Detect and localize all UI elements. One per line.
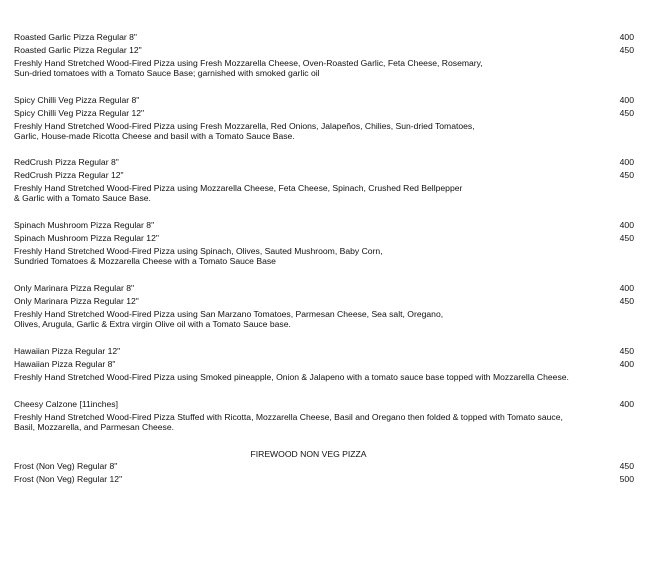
size-row [14,283,634,296]
size-row [14,359,634,372]
item-name: Spicy Chilli Veg Pizza Regular 12" [14,108,145,118]
item-price: 450 [619,108,634,118]
item-name: Spinach Mushroom Pizza Regular 8" [14,220,155,230]
size-row [14,220,634,233]
item-description: Freshly Hand Stretched Wood-Fired Pizza using San Marzano Tomatoes, Parmesan Cheese, Sea salt, Oregano, Olives, Arugula, Garlic & Extra virgin Olive oil with a Tomato Sauce base. [14,309,444,330]
size-row [14,233,634,246]
menu-item-spinach-mushroom [14,220,634,267]
item-name: Spinach Mushroom Pizza Regular 12" [14,233,159,243]
size-row [14,95,634,108]
item-name: Frost (Non Veg) Regular 8" [14,461,118,471]
menu-item-cheesy-calzone [14,399,634,433]
item-name: Roasted Garlic Pizza Regular 12" [14,45,142,55]
item-price: 400 [619,95,634,105]
size-row [14,346,634,359]
size-row [14,32,634,45]
item-price: 450 [619,45,634,55]
item-name: Cheesy Calzone [11inches] [14,399,118,409]
item-name: Hawaiian Pizza Regular 12" [14,346,121,356]
menu-item-frost-non-veg [14,461,634,487]
item-name: Only Marinara Pizza Regular 12" [14,296,139,306]
size-row [14,108,634,121]
item-price: 500 [619,474,634,484]
item-price: 450 [619,170,634,180]
menu-item-spicy-chilli-veg [14,95,634,142]
item-description: Freshly Hand Stretched Wood-Fired Pizza using Mozzarella Cheese, Feta Cheese, Spinach, Crushed Red Bellpepper & Garlic with a Tomato Sauce Base. [14,183,463,204]
size-row [14,296,634,309]
menu-item-only-marinara [14,283,634,330]
item-price: 400 [619,283,634,293]
item-price: 450 [619,461,634,471]
item-name: Only Marinara Pizza Regular 8" [14,283,135,293]
item-price: 400 [619,157,634,167]
section-heading: FIREWOOD NON VEG PIZZA [250,449,367,459]
item-name: RedCrush Pizza Regular 8" [14,157,119,167]
size-row [14,157,634,170]
item-description: Freshly Hand Stretched Wood-Fired Pizza using Spinach, Olives, Sauted Mushroom, Baby Corn, Sundried Tomatoes & Mozzarella Cheese with a Tomato Sauce Base [14,246,383,267]
item-name: RedCrush Pizza Regular 12" [14,170,124,180]
item-price: 450 [619,296,634,306]
menu-item-hawaiian [14,346,634,382]
size-row [14,474,634,487]
item-price: 400 [619,359,634,369]
size-row [14,45,634,58]
item-name: Spicy Chilli Veg Pizza Regular 8" [14,95,140,105]
item-description: Freshly Hand Stretched Wood-Fired Pizza Stuffed with Ricotta, Mozzarella Cheese, Basil and Oregano then folded & topped with Tomato sauce, Basil, Mozzarella, and Parmesan Cheese. [14,412,563,433]
item-price: 400 [619,32,634,42]
size-row [14,170,634,183]
item-price: 450 [619,346,634,356]
menu-item-redcrush [14,157,634,204]
menu-item-roasted-garlic [14,32,634,79]
item-description: Freshly Hand Stretched Wood-Fired Pizza using Fresh Mozzarella, Red Onions, Jalapeños, Chilies, Sun-dried Tomatoes, Garlic, House-made Ricotta Cheese and basil with a Tomato Sauce Base. [14,121,475,142]
size-row [14,399,634,412]
item-price: 450 [619,233,634,243]
item-price: 400 [619,220,634,230]
size-row [14,461,634,474]
item-description: Freshly Hand Stretched Wood-Fired Pizza using Fresh Mozzarella Cheese, Oven-Roasted Garlic, Feta Cheese, Rosemary, Sun-dried tomatoes with a Tomato Sauce Base; garnished with smoked garlic oil [14,58,483,79]
item-name: Frost (Non Veg) Regular 12" [14,474,123,484]
item-name: Hawaiian Pizza Regular 8" [14,359,116,369]
item-price: 400 [619,399,634,409]
item-description: Freshly Hand Stretched Wood-Fired Pizza using Smoked pineapple, Onion & Jalapeno with a tomato sauce base topped with Mozzarella Cheese. [14,372,569,382]
item-name: Roasted Garlic Pizza Regular 8" [14,32,137,42]
